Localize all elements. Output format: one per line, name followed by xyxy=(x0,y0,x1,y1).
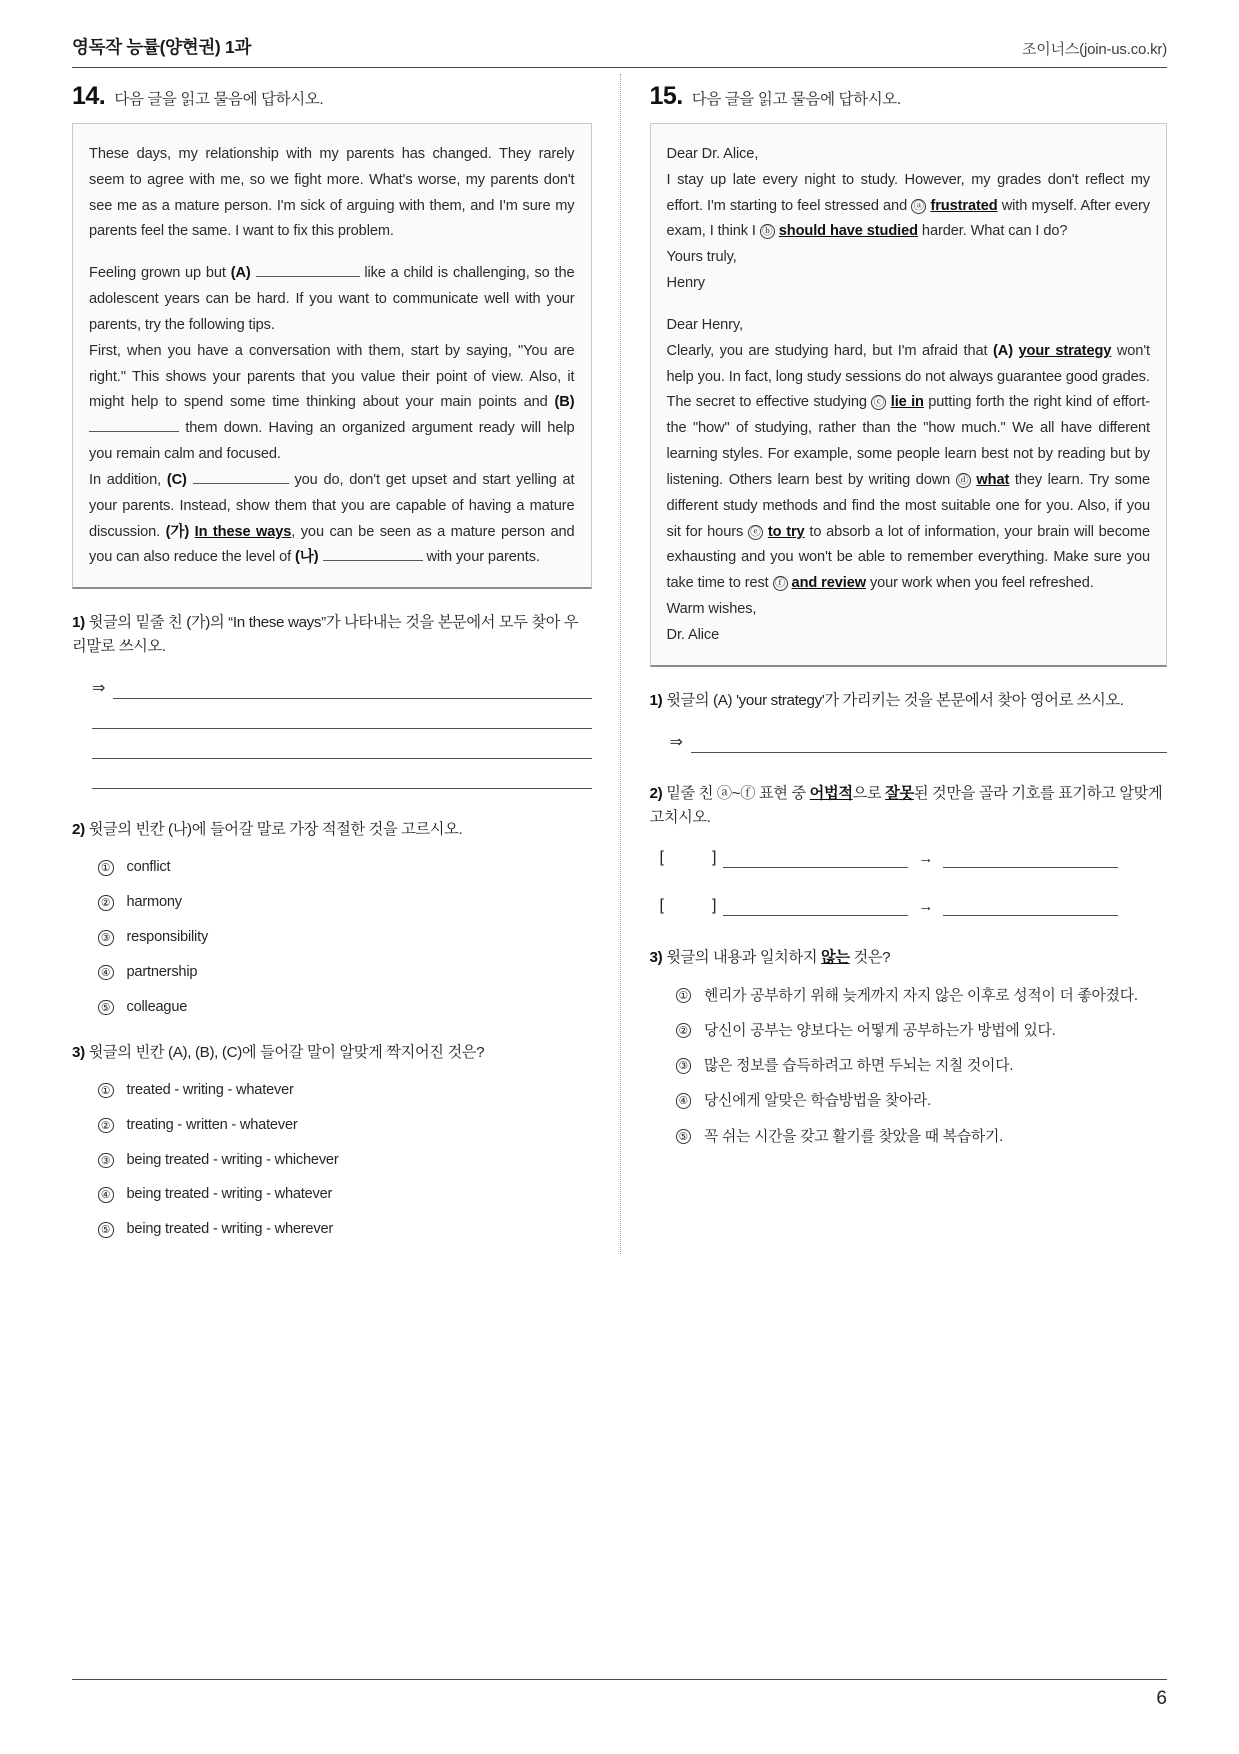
question-15-2-text-part-1: 밑줄 친 ⓐ~ⓕ 표현 중 xyxy=(666,784,810,802)
para4-mid: you do, don't get upset and start yelling at your parents. Instead, show them that you are capable of having a mature discussion. xyxy=(89,471,575,540)
answer-line[interactable] xyxy=(92,728,592,729)
answer-line-original[interactable] xyxy=(723,867,908,868)
choice-marker: ④ xyxy=(98,965,114,981)
choice-marker: ③ xyxy=(98,930,114,946)
choice-option[interactable] xyxy=(676,1126,1168,1148)
body2-mid: won't help you. In fact, long study sessions do not always guarantee good grades. xyxy=(666,342,1150,385)
choice-marker: ② xyxy=(98,1118,114,1134)
passage-14-para-2 xyxy=(89,261,575,338)
choice-marker: ④ xyxy=(676,1093,692,1109)
underlined-and-review: and review xyxy=(791,575,866,592)
arrow-icon: → xyxy=(918,897,934,915)
right-column xyxy=(620,82,1168,1254)
blank-A xyxy=(256,276,360,277)
choice-label: 많은 정보를 습득하려고 하면 두뇌는 지칠 것이다. xyxy=(704,1058,1014,1075)
blank-label-B: (B) xyxy=(554,394,575,411)
question-14-2-text: 윗글의 빈칸 (나)에 들어갈 말로 가장 적절한 것을 고르시오. xyxy=(88,821,463,839)
choice-label: conflict xyxy=(126,859,171,876)
choice-marker: ② xyxy=(98,895,114,911)
underlined-lie-in: lie in xyxy=(890,394,924,411)
answer-line-original[interactable] xyxy=(723,915,908,916)
underlined-in-these-ways: In these ways xyxy=(194,523,292,540)
choice-label: 당신이 공부는 양보다는 어떻게 공부하는가 방법에 있다. xyxy=(704,1022,1056,1039)
choice-marker: ② xyxy=(676,1023,692,1039)
bracket-close: ] xyxy=(711,896,717,914)
choice-marker: ① xyxy=(676,988,692,1004)
answer-line-corrected[interactable] xyxy=(943,867,1118,868)
question-14-1-text: 윗글의 밑줄 친 (가)의 “In these ways”가 나타내는 것을 본문에서 모두 찾아 우리말로 쓰시오. xyxy=(72,614,579,656)
page-number: 6 xyxy=(1156,1688,1167,1709)
passage-14-para-1: These days, my relationship with my parents has changed. They rarely seem to agree with me, so we fight more. What's worse, my parents don't see me as a mature person. I'm sick of arguing with them, and I'm sure my parents feel the same. I want to fix this problem. xyxy=(89,146,575,240)
question-15-heading xyxy=(650,82,1168,111)
choice-label: treating - written - whatever xyxy=(126,1116,298,1133)
arrow-icon: ⇒ xyxy=(669,733,683,751)
body3-end: your work when you feel refreshed. xyxy=(865,575,1094,592)
marker-b-icon: ⓑ xyxy=(760,224,775,239)
para2-pre: Feeling grown up but xyxy=(89,265,231,282)
marker-d-icon: ⓓ xyxy=(956,473,971,488)
question-15-instruction: 다음 글을 읽고 물음에 답하시오. xyxy=(691,91,901,108)
choice-label: colleague xyxy=(126,998,188,1015)
para4-pre: In addition, xyxy=(89,471,167,488)
choice-label: 당신에게 알맞은 학습방법을 찾아라. xyxy=(704,1093,932,1110)
choice-marker: ⑤ xyxy=(98,1000,114,1016)
marker-c-icon: ⓒ xyxy=(871,395,886,410)
question-14-3-label: 3) xyxy=(72,1043,85,1061)
choice-label: 꼭 쉬는 시간을 갖고 활기를 찾았을 때 복습하기. xyxy=(704,1128,1004,1145)
answer-line[interactable] xyxy=(113,698,591,699)
bracket-open: [ xyxy=(659,848,664,866)
choice-option[interactable] xyxy=(98,1184,592,1206)
question-15-2-label: 2) xyxy=(649,784,663,802)
passage-15-body-1 xyxy=(667,168,1151,245)
answer-row[interactable] xyxy=(72,758,592,759)
page-header xyxy=(72,0,1167,65)
choice-option[interactable] xyxy=(98,1150,592,1172)
label-A: (A) xyxy=(993,342,1013,359)
passage-15-salutation-1: Dear Dr. Alice, xyxy=(666,146,759,162)
underlined-frustrated: frustrated xyxy=(930,197,998,214)
passage-15-signer-1: Henry xyxy=(666,275,705,292)
passage-15 xyxy=(650,123,1168,667)
question-15-3-bold: 않는 xyxy=(821,948,850,966)
blank-C xyxy=(193,483,289,484)
blank-B xyxy=(89,431,179,432)
body3-mid: putting forth the right kind of effort-the "how" of studying, rather than the "how much." We all have different learning styles. For example, some people learn best not by reading but by listening. Others learn best by writing down xyxy=(666,394,1150,488)
question-14-instruction: 다음 글을 읽고 물음에 답하시오. xyxy=(114,91,324,108)
header-site-label: 조이너스(join-us.co.kr) xyxy=(1021,41,1167,58)
choice-option[interactable] xyxy=(98,1219,592,1241)
underlined-should-have-studied: should have studied xyxy=(778,223,918,240)
underlined-to-try: to try xyxy=(767,523,805,540)
para4-end: with your parents. xyxy=(422,549,540,566)
question-15-3-text-post: 것은? xyxy=(849,948,891,966)
choice-marker: ⑤ xyxy=(98,1222,114,1238)
body3-post: they learn. Try some different study methods and find the most suitable one for you. Also, if you sit for hours xyxy=(666,471,1150,540)
question-15-2-bold-2: 잘못 xyxy=(885,784,914,802)
passage-14-para-4 xyxy=(89,468,575,571)
choice-option[interactable] xyxy=(98,892,592,914)
choice-option[interactable] xyxy=(98,1115,592,1137)
choice-option[interactable] xyxy=(98,857,592,879)
choice-marker: ① xyxy=(98,1083,114,1099)
question-15-3-label: 3) xyxy=(649,948,663,966)
question-15-3-text-pre: 윗글의 내용과 일치하지 xyxy=(666,948,822,966)
passage-15-body-2 xyxy=(667,339,1151,391)
choice-marker: ④ xyxy=(98,1187,114,1203)
question-15-1-label: 1) xyxy=(649,691,663,709)
passage-15-signer-2: Dr. Alice xyxy=(666,626,720,643)
question-15-1-answer-area xyxy=(650,735,1168,753)
answer-row[interactable] xyxy=(72,788,592,789)
page-footer xyxy=(72,1679,1167,1710)
question-15-1 xyxy=(650,689,1168,713)
left-column xyxy=(72,82,620,1254)
choice-label: harmony xyxy=(126,894,182,911)
column-divider xyxy=(620,74,621,1254)
choice-marker: ⑤ xyxy=(676,1129,692,1145)
question-14-1-label: 1) xyxy=(72,614,85,632)
passage-15-closing-2: Warm wishes, xyxy=(666,601,757,618)
bracket-open: [ xyxy=(659,896,664,914)
passage-15-body-3 xyxy=(667,390,1151,597)
bracket-answer-row[interactable] xyxy=(660,898,1168,916)
question-15-2-text-part-2: 으로 xyxy=(852,784,886,802)
choice-option[interactable] xyxy=(676,1055,1168,1077)
choice-option[interactable] xyxy=(98,1080,592,1102)
header-title: 영독작 능률(양현권) 1과 xyxy=(72,37,252,57)
arrow-icon: → xyxy=(918,849,934,867)
question-15-3 xyxy=(650,946,1168,970)
marker-a-icon: ⓐ xyxy=(911,199,926,214)
blank-label-C: (C) xyxy=(166,471,187,488)
arrow-icon: ⇒ xyxy=(92,680,106,698)
question-14-3 xyxy=(72,1041,592,1065)
body1-post: harder. What can I do? xyxy=(917,223,1068,240)
answer-line[interactable] xyxy=(691,752,1167,753)
passage-15-closing-1: Yours truly, xyxy=(666,249,737,266)
passage-14-para-3 xyxy=(89,339,575,468)
question-15-2-text-part-3: 된 것만을 골라 기호를 표기하고 알맞게 고치시오. xyxy=(649,784,1163,826)
para3-pre: First, when you have a conversation with them, start by saying, "You are right." This shows your parents that you value their point of view. Also, it might help to spend some time thinking about your main points and xyxy=(89,342,575,411)
answer-line[interactable] xyxy=(92,758,592,759)
choice-label: being treated - writing - whichever xyxy=(126,1151,339,1168)
blank-na xyxy=(323,560,423,561)
two-column-body xyxy=(72,68,1167,1254)
passage-15-salutation-2: Dear Henry, xyxy=(666,316,743,333)
bracket-answer-row[interactable] xyxy=(660,850,1168,868)
body1-mid: with myself. After every exam, I think I xyxy=(666,197,1150,240)
para4-post: , you can be seen as a mature person and you can also reduce the level of xyxy=(89,523,575,566)
question-14-number: 14. xyxy=(72,82,106,110)
body2-pre: Clearly, you are studying hard, but I'm afraid that xyxy=(666,342,993,359)
body3-post2: to absorb a lot of information, your brain will become exhausting and you won't be able to remember everything. Make sure you take time to rest xyxy=(666,523,1150,592)
question-14-3-text: 윗글의 빈칸 (A), (B), (C)에 들어갈 말이 알맞게 짝지어진 것은? xyxy=(88,1043,485,1061)
answer-line[interactable] xyxy=(92,788,592,789)
choice-label: partnership xyxy=(126,963,198,980)
question-15-2-answer-area xyxy=(650,850,1168,916)
question-14-2-choices xyxy=(72,857,592,1018)
choice-marker: ③ xyxy=(676,1058,692,1074)
question-14-heading xyxy=(72,82,592,111)
underlined-what: what xyxy=(976,471,1010,488)
choice-option[interactable] xyxy=(676,1020,1168,1042)
para3-mid: them down. Having an organized argument ready will help you remain calm and focused. xyxy=(89,420,575,463)
marker-e-icon: ⓔ xyxy=(748,525,763,540)
choice-label: responsibility xyxy=(126,929,209,946)
choice-option[interactable] xyxy=(676,985,1168,1007)
question-15-2-bold-1: 어법적 xyxy=(809,784,853,802)
marker-f-icon: ⓕ xyxy=(773,576,788,591)
answer-row[interactable] xyxy=(72,728,592,729)
question-14-2-label: 2) xyxy=(72,821,85,839)
choice-option[interactable] xyxy=(98,962,592,984)
choice-marker: ① xyxy=(98,860,114,876)
choice-label: being treated - writing - wherever xyxy=(126,1221,334,1238)
question-15-3-choices xyxy=(650,985,1168,1148)
underlined-your-strategy: your strategy xyxy=(1018,342,1112,359)
choice-label: being treated - writing - whatever xyxy=(126,1186,333,1203)
choice-marker: ③ xyxy=(98,1153,114,1169)
passage-14 xyxy=(72,123,592,589)
choice-label: 헨리가 공부하기 위해 늦게까지 자지 않은 이후로 성적이 더 좋아졌다. xyxy=(704,987,1138,1004)
para2-mid: like a child is challenging, so the adolescent years can be hard. If you want to communicate well with your parents, try the following tips. xyxy=(89,265,575,333)
marker-na: (나) xyxy=(295,549,319,566)
question-14-2 xyxy=(72,818,592,842)
answer-line-corrected[interactable] xyxy=(943,915,1118,916)
choice-option[interactable] xyxy=(98,997,592,1019)
body3-pre: The secret to effective studying xyxy=(666,394,872,411)
choice-label: treated - writing - whatever xyxy=(126,1081,294,1098)
question-14-1 xyxy=(72,611,592,659)
question-14-1-answer-area xyxy=(72,681,592,789)
body1-pre: I stay up late every night to study. However, my grades don't reflect my effort. I'm starting to feel stressed and xyxy=(666,171,1150,214)
choice-option[interactable] xyxy=(676,1090,1168,1112)
answer-row[interactable] xyxy=(72,681,592,699)
bracket-close: ] xyxy=(711,848,717,866)
blank-label-A: (A) xyxy=(230,265,251,282)
answer-row[interactable] xyxy=(650,735,1168,753)
question-15-2 xyxy=(650,782,1168,830)
question-15-number: 15. xyxy=(649,82,683,110)
question-14-3-choices xyxy=(72,1080,592,1241)
marker-ga: (가) xyxy=(165,523,190,540)
choice-option[interactable] xyxy=(98,927,592,949)
question-15-1-text: 윗글의 (A) 'your strategy'가 가리키는 것을 본문에서 찾아 영어로 쓰시오. xyxy=(666,691,1124,709)
